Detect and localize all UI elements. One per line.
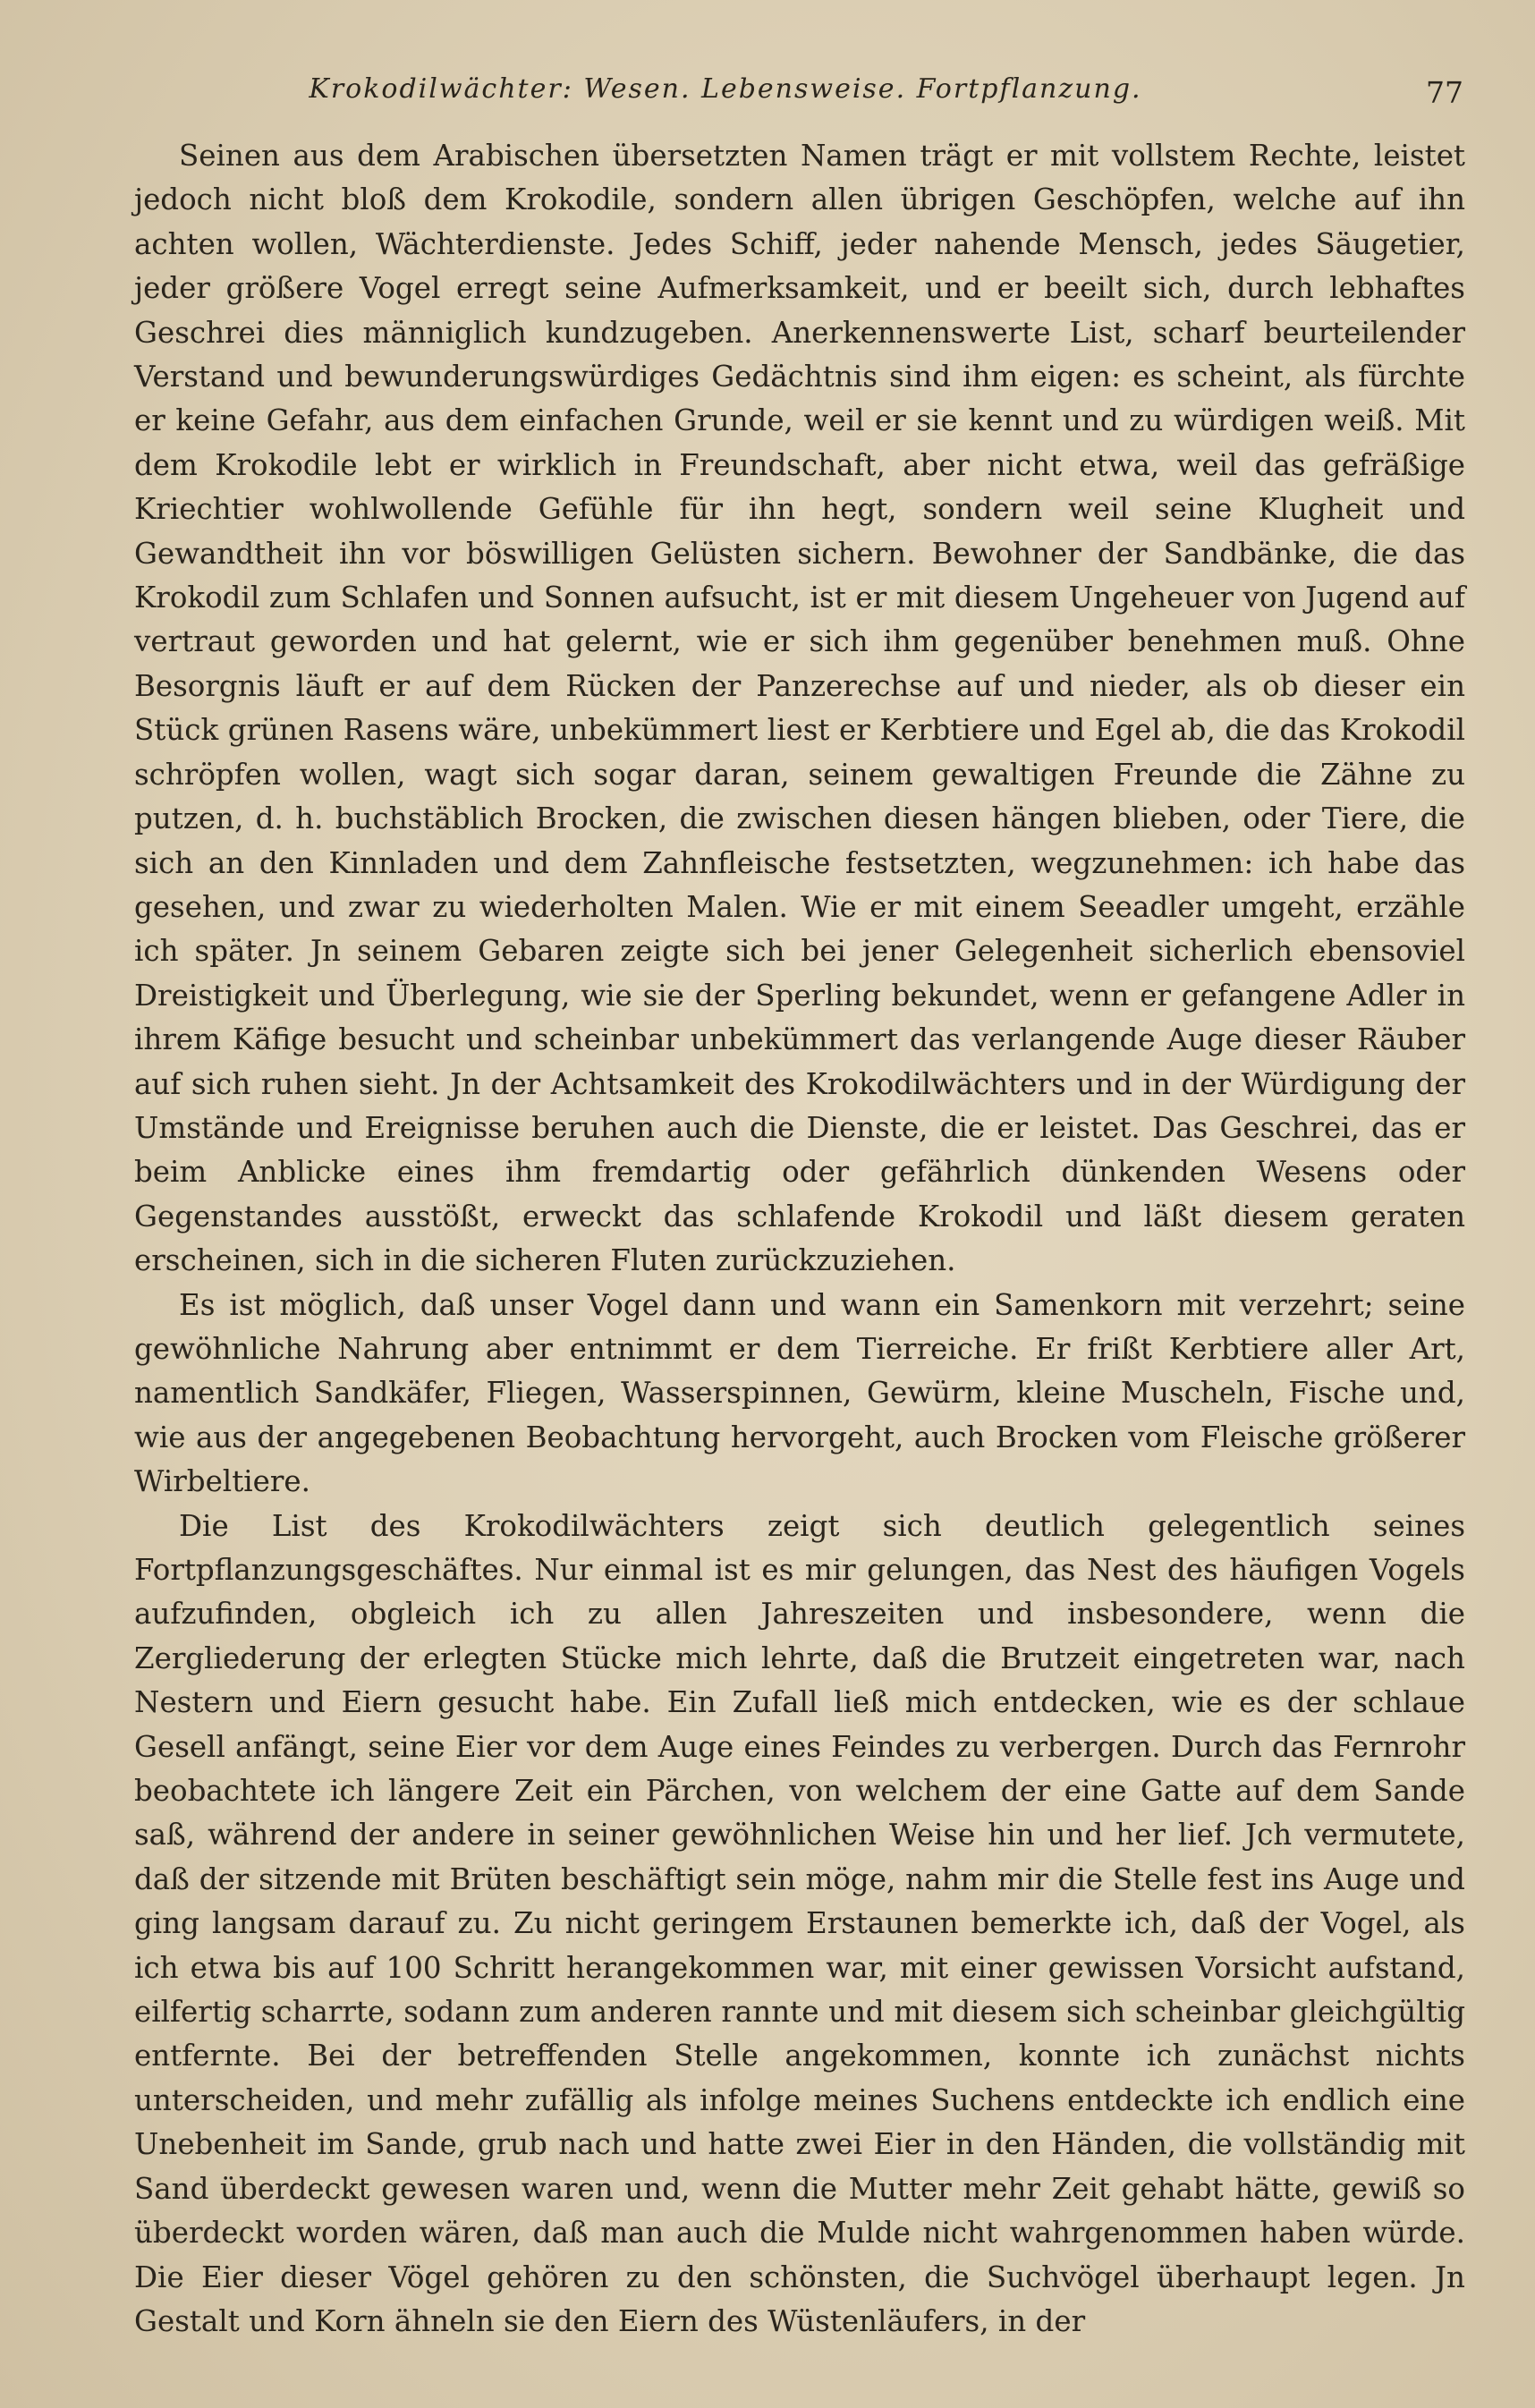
page-header: [131, 73, 1463, 118]
body-text: [134, 134, 1465, 2344]
paragraph-1: Seinen aus dem Arabischen übersetzten Namen trägt er mit vollstem Rechte, leistet jedoch nicht bloß dem Krokodile, sondern allen übrigen Geschöpfen, welche auf ihn achten wollen, Wächterdienste. Jedes Schiff, jeder nahende Mensch, jedes Säugetier, jeder größere Vogel erregt seine Aufmerksamkeit, und er beeilt sich, durch lebhaftes Geschrei dies männiglich kundzugeben. Anerkennenswerte List, scharf beurteilender Verstand und bewunderungswürdiges Gedächtnis sind ihm eigen: es scheint, als fürchte er keine Gefahr, aus dem einfachen Grunde, weil er sie kennt und zu würdigen weiß. Mit dem Krokodile lebt er wirklich in Freundschaft, aber nicht etwa, weil das gefräßige Kriechtier wohlwollende Gefühle für ihn hegt, sondern weil seine Klugheit und Gewandtheit ihn vor böswilligen Gelüsten sichern. Bewohner der Sandbänke, die das Krokodil zum Schlafen und Sonnen aufsucht, ist er mit diesem Ungeheuer von Jugend auf vertraut geworden und hat gelernt, wie er sich ihm gegenüber benehmen muß. Ohne Besorgnis läuft er auf dem Rücken der Panzerechse auf und nieder, als ob dieser ein Stück grünen Rasens wäre, unbekümmert liest er Kerbtiere und Egel ab, die das Krokodil schröpfen wollen, wagt sich sogar daran, seinem gewaltigen Freunde die Zähne zu putzen, d. h. buchstäblich Brocken, die zwischen diesen hängen blieben, oder Tiere, die sich an den Kinnladen und dem Zahnfleische festsetzten, wegzunehmen: ich habe das gesehen, und zwar zu wiederholten Malen. Wie er mit einem Seeadler umgeht, erzähle ich später. Jn seinem Gebaren zeigte sich bei jener Gelegenheit sicherlich ebensoviel Dreistigkeit und Überlegung, wie sie der Sperling bekundet, wenn er gefangene Adler in ihrem Käfige besucht und scheinbar unbekümmert das verlangende Auge dieser Räuber auf sich ruhen sieht. Jn der Achtsamkeit des Krokodilwächters und in der Würdigung der Umstände und Ereignisse beruhen auch die Dienste, die er leistet. Das Geschrei, das er beim Anblicke eines ihm fremdartig oder gefährlich dünkenden Wesens oder Gegenstandes ausstößt, erweckt das schlafende Krokodil und läßt diesem geraten erscheinen, sich in die sicheren Fluten zurückzuziehen.: [134, 139, 1465, 1278]
page-number: 77: [1426, 75, 1463, 110]
paragraph-2: Es ist möglich, daß unser Vogel dann und wann ein Samenkorn mit verzehrt; seine gewöhnliche Nahrung aber entnimmt er dem Tierreiche. Er frißt Kerbtiere aller Art, namentlich Sandkäfer, Fliegen, Wasserspinnen, Gewürm, kleine Muscheln, Fische und, wie aus der angegebenen Beobachtung hervorgeht, auch Brocken vom Fleische größerer Wirbeltiere.: [134, 1287, 1465, 1499]
paragraph-3: Die List des Krokodilwächters zeigt sich deutlich gelegentlich seines Fortpflanzungsgeschäftes. Nur einmal ist es mir gelungen, das Nest des häufigen Vogels aufzufinden, obgleich ich zu allen Jahreszeiten und insbesondere, wenn die Zergliederung der erlegten Stücke mich lehrte, daß die Brutzeit eingetreten war, nach Nestern und Eiern gesucht habe. Ein Zufall ließ mich entdecken, wie es der schlaue Gesell anfängt, seine Eier vor dem Auge eines Feindes zu verbergen. Durch das Fernrohr beobachtete ich längere Zeit ein Pärchen, von welchem der eine Gatte auf dem Sande saß, während der andere in seiner gewöhnlichen Weise hin und her lief. Jch vermutete, daß der sitzende mit Brüten beschäftigt sein möge, nahm mir die Stelle fest ins Auge und ging langsam darauf zu. Zu nicht geringem Erstaunen bemerkte ich, daß der Vogel, als ich etwa bis auf 100 Schritt herangekommen war, mit einer gewissen Vorsicht aufstand, eilfertig scharrte, sodann zum anderen rannte und mit diesem sich scheinbar gleichgültig entfernte. Bei der betreffenden Stelle angekommen, konnte ich zunächst nichts unterscheiden, und mehr zufällig als infolge meines Suchens entdeckte ich endlich eine Unebenheit im Sande, grub nach und hatte zwei Eier in den Händen, die vollständig mit Sand überdeckt gewesen waren und, wenn die Mutter mehr Zeit gehabt hätte, gewiß so überdeckt worden wären, daß man auch die Mulde nicht wahrgenommen haben würde. Die Eier dieser Vögel gehören zu den schönsten, die Suchvögel überhaupt legen. Jn Gestalt und Korn ähneln sie den Eiern des Wüstenläufers, in der: [134, 1508, 1465, 2338]
running-title: Krokodilwächter: Wesen. Lebensweise. Fortpflanzung.: [309, 73, 1142, 105]
